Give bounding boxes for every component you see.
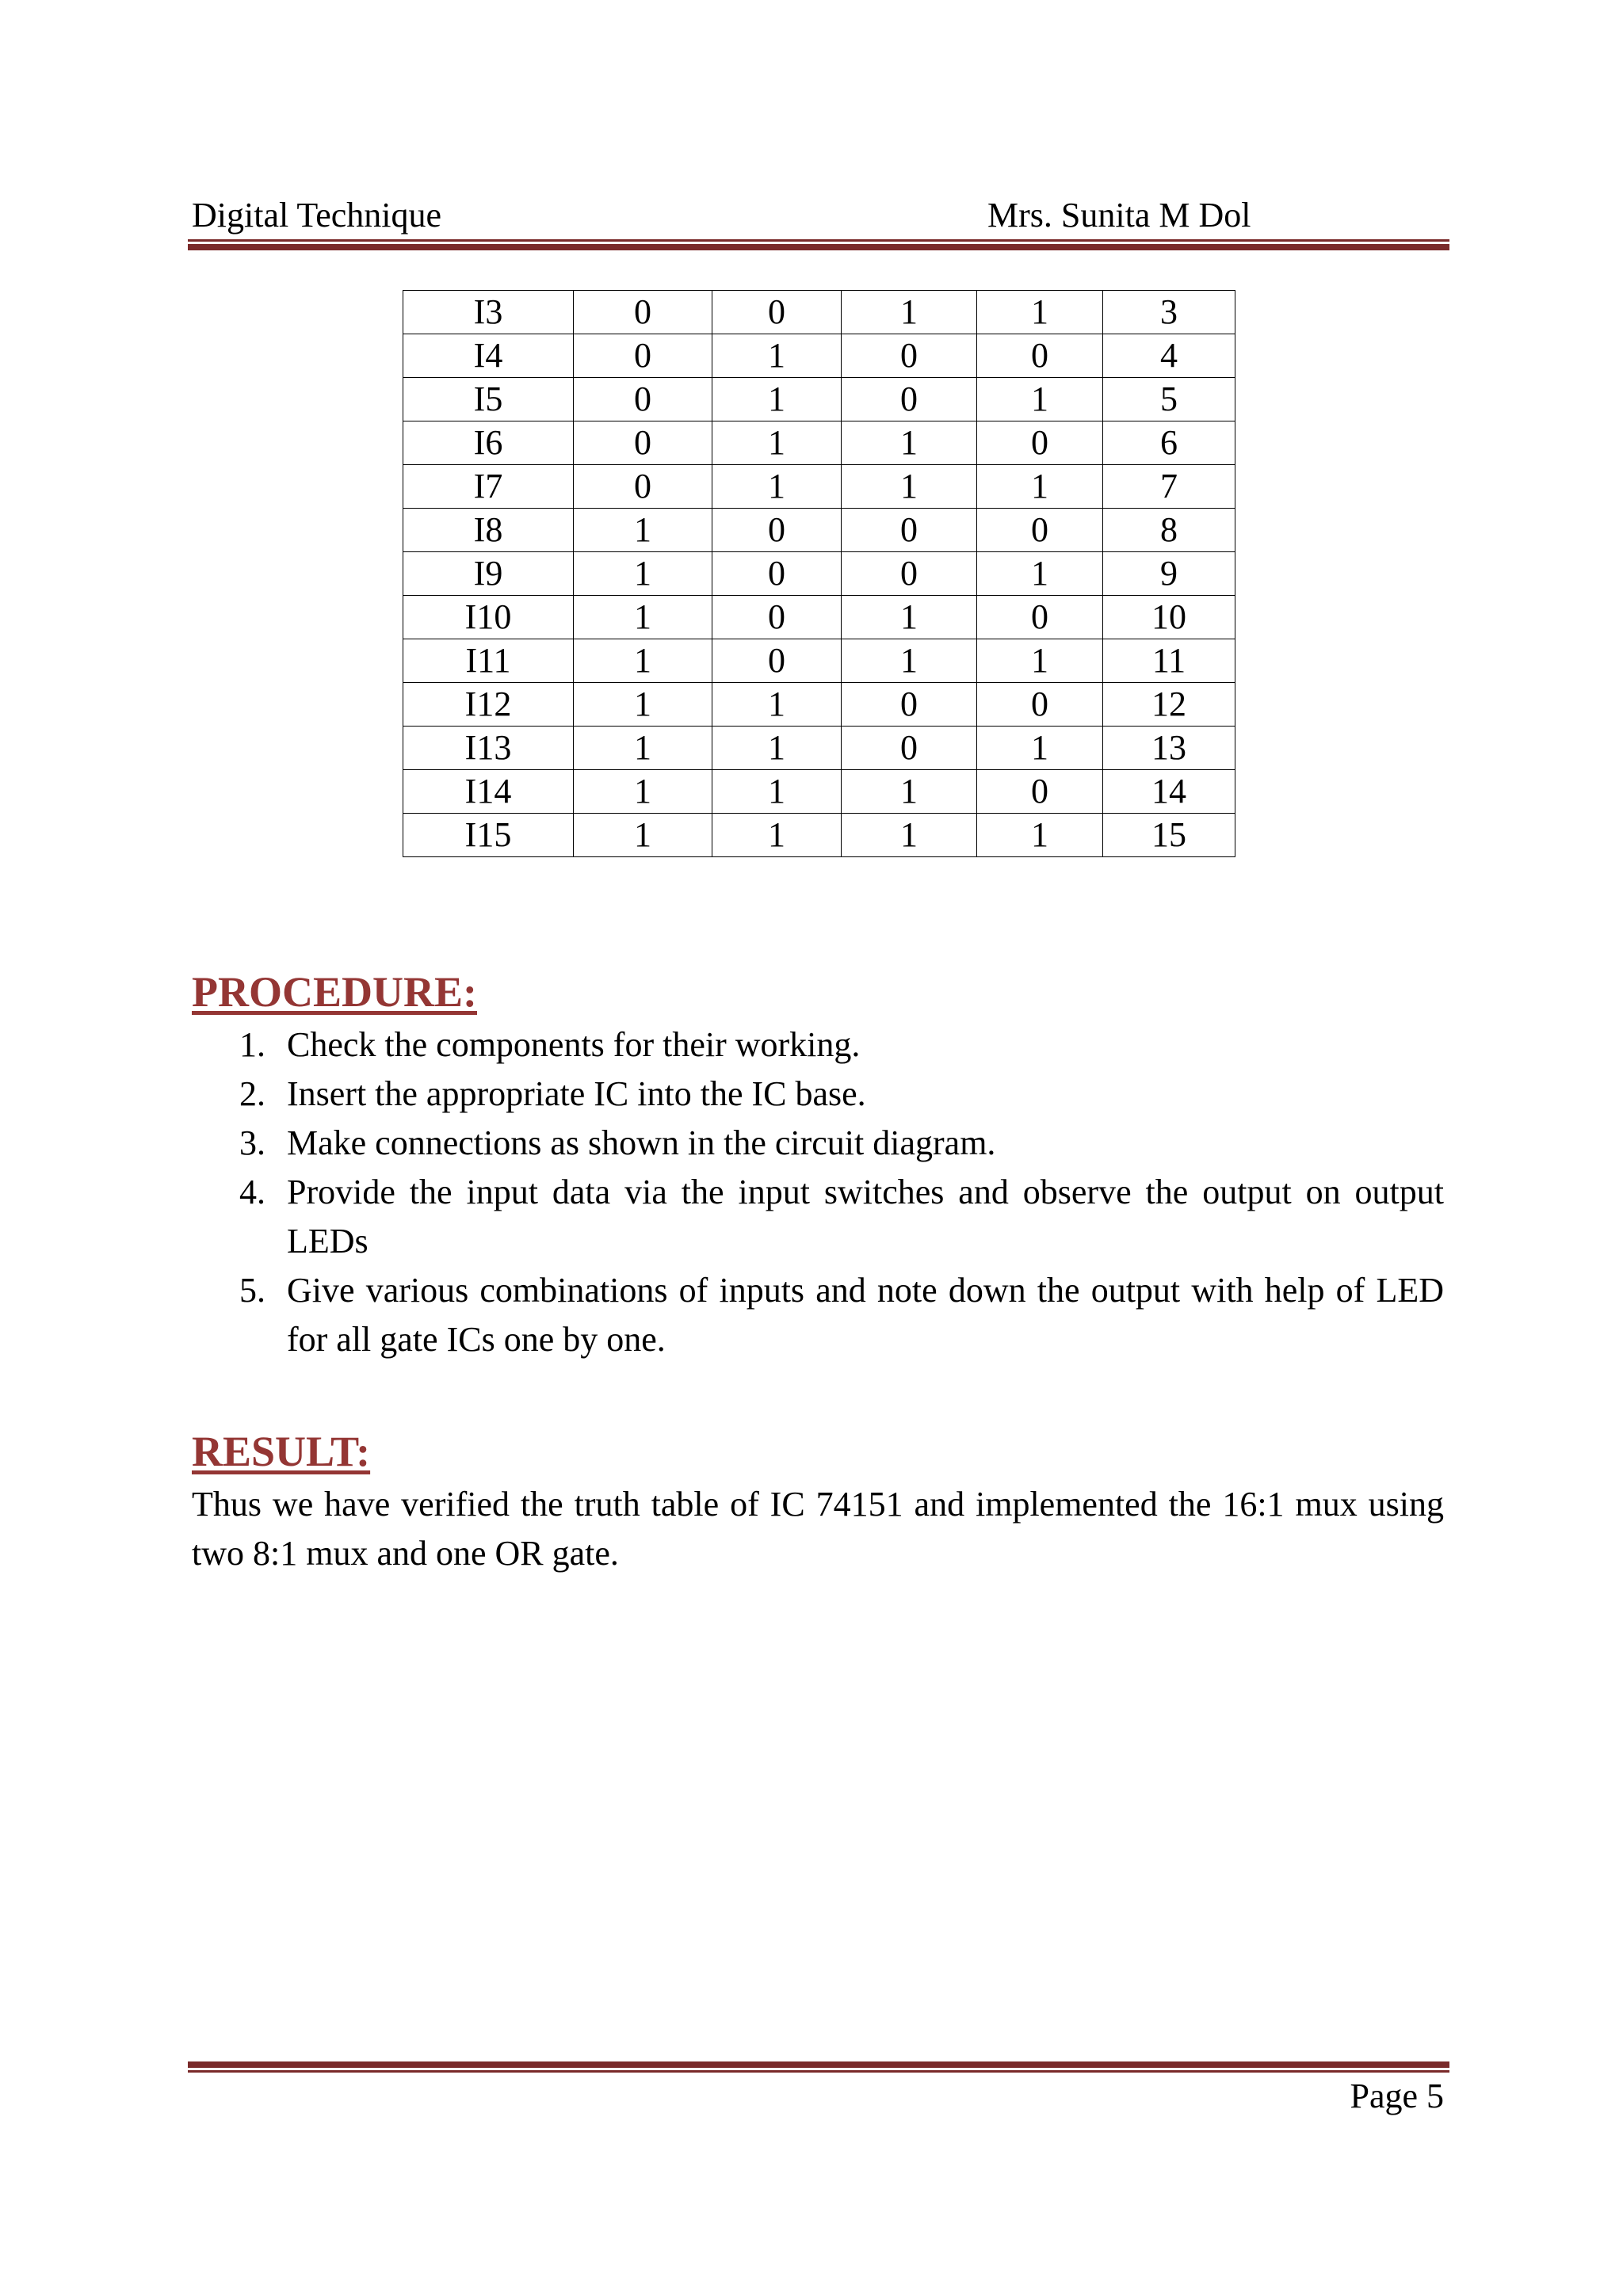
table-cell: 0 [977, 770, 1103, 814]
table-cell: 1 [574, 770, 712, 814]
table-row [403, 683, 1235, 727]
table-cell: 1 [712, 770, 842, 814]
table-cell: 1 [574, 683, 712, 727]
table-cell: 11 [1103, 639, 1235, 683]
table-cell: 8 [1103, 509, 1235, 552]
table-cell: 1 [712, 727, 842, 770]
table-cell: 6 [1103, 421, 1235, 465]
table-cell: 0 [842, 683, 977, 727]
table-cell: 1 [712, 465, 842, 509]
table-cell: 1 [842, 814, 977, 857]
step-number: 2. [239, 1074, 265, 1113]
table-cell: 0 [977, 421, 1103, 465]
table-cell: 1 [977, 814, 1103, 857]
table-cell: 0 [712, 596, 842, 639]
table-cell: 1 [842, 421, 977, 465]
table-row [403, 509, 1235, 552]
truth-table-body [403, 291, 1235, 857]
table-cell: 4 [1103, 334, 1235, 378]
table-cell: 3 [1103, 291, 1235, 334]
table-cell: 1 [574, 727, 712, 770]
table-cell: 0 [842, 509, 977, 552]
table-row [403, 378, 1235, 421]
table-cell: 1 [842, 770, 977, 814]
table-cell: 1 [712, 421, 842, 465]
step-text: Make connections as shown in the circuit diagram. [287, 1123, 996, 1162]
table-cell: 0 [712, 509, 842, 552]
table-row [403, 334, 1235, 378]
table-row [403, 814, 1235, 857]
list-item [192, 1266, 1444, 1364]
table-cell: 1 [842, 639, 977, 683]
table-cell: 0 [712, 639, 842, 683]
table-cell: 14 [1103, 770, 1235, 814]
step-number: 4. [239, 1173, 265, 1211]
table-cell: 1 [977, 727, 1103, 770]
table-cell: 13 [1103, 727, 1235, 770]
table-cell: 1 [842, 291, 977, 334]
table-row [403, 770, 1235, 814]
step-number: 5. [239, 1271, 265, 1310]
table-cell: 1 [977, 291, 1103, 334]
table-cell: 1 [574, 814, 712, 857]
result-heading: RESULT: [192, 1428, 371, 1475]
table-row [403, 465, 1235, 509]
table-row [403, 421, 1235, 465]
list-item [192, 1070, 1444, 1119]
header-divider [188, 239, 1449, 250]
table-cell: 0 [574, 378, 712, 421]
step-text: Give various combinations of inputs and note down the output with help of LED for all gate ICs one by one. [287, 1271, 1444, 1359]
page-number: Page 5 [1350, 2077, 1444, 2115]
table-cell: I8 [403, 509, 574, 552]
table-cell: 0 [842, 334, 977, 378]
table-cell: 0 [842, 552, 977, 596]
table-cell: 12 [1103, 683, 1235, 727]
table-cell: 7 [1103, 465, 1235, 509]
table-cell: I7 [403, 465, 574, 509]
table-cell: 1 [712, 334, 842, 378]
table-cell: 0 [977, 334, 1103, 378]
table-cell: 0 [842, 378, 977, 421]
table-cell: 0 [712, 552, 842, 596]
table-cell: 0 [574, 291, 712, 334]
header-author: Mrs. Sunita M Dol [987, 196, 1251, 235]
table-cell: 5 [1103, 378, 1235, 421]
table-cell: 0 [977, 683, 1103, 727]
table-cell: 0 [842, 727, 977, 770]
table-cell: 1 [712, 814, 842, 857]
table-cell: 0 [574, 421, 712, 465]
table-cell: 1 [842, 465, 977, 509]
table-row [403, 552, 1235, 596]
table-cell: I10 [403, 596, 574, 639]
table-cell: 1 [712, 378, 842, 421]
footer-divider [188, 2061, 1449, 2073]
table-cell: I6 [403, 421, 574, 465]
table-cell: 9 [1103, 552, 1235, 596]
table-cell: 1 [574, 509, 712, 552]
list-item [192, 1020, 1444, 1070]
table-cell: 0 [712, 291, 842, 334]
table-cell: 0 [977, 509, 1103, 552]
table-cell: I13 [403, 727, 574, 770]
table-cell: 1 [574, 639, 712, 683]
table-cell: 1 [977, 378, 1103, 421]
list-item [192, 1119, 1444, 1168]
table-cell: 1 [712, 683, 842, 727]
table-cell: 0 [574, 465, 712, 509]
procedure-heading: PROCEDURE: [192, 968, 477, 1016]
table-cell: I5 [403, 378, 574, 421]
page-header [192, 192, 1452, 239]
table-row [403, 727, 1235, 770]
table-cell: 15 [1103, 814, 1235, 857]
table-cell: 1 [977, 639, 1103, 683]
table-cell: 1 [574, 596, 712, 639]
procedure-steps [192, 1020, 1444, 1364]
table-cell: I4 [403, 334, 574, 378]
table-cell: I9 [403, 552, 574, 596]
table-cell: 1 [977, 465, 1103, 509]
step-number: 3. [239, 1123, 265, 1162]
table-cell: I12 [403, 683, 574, 727]
table-cell: I11 [403, 639, 574, 683]
table-row [403, 291, 1235, 334]
step-number: 1. [239, 1025, 265, 1064]
step-text: Provide the input data via the input switches and observe the output on output LEDs [287, 1173, 1444, 1261]
table-cell: 0 [574, 334, 712, 378]
table-cell: 1 [842, 596, 977, 639]
table-cell: I14 [403, 770, 574, 814]
table-cell: 0 [977, 596, 1103, 639]
header-course-title: Digital Technique [192, 196, 442, 235]
step-text: Check the components for their working. [287, 1025, 861, 1064]
table-cell: 1 [977, 552, 1103, 596]
result-text: Thus we have verified the truth table of IC 74151 and implemented the 16:1 mux using two 8:1 mux and one OR gate. [192, 1485, 1444, 1573]
list-item [192, 1168, 1444, 1266]
table-cell: I3 [403, 291, 574, 334]
table-cell: I15 [403, 814, 574, 857]
table-row [403, 596, 1235, 639]
table-row [403, 639, 1235, 683]
truth-table [403, 290, 1235, 857]
table-cell: 1 [574, 552, 712, 596]
table-cell: 10 [1103, 596, 1235, 639]
step-text: Insert the appropriate IC into the IC base. [287, 1074, 866, 1113]
